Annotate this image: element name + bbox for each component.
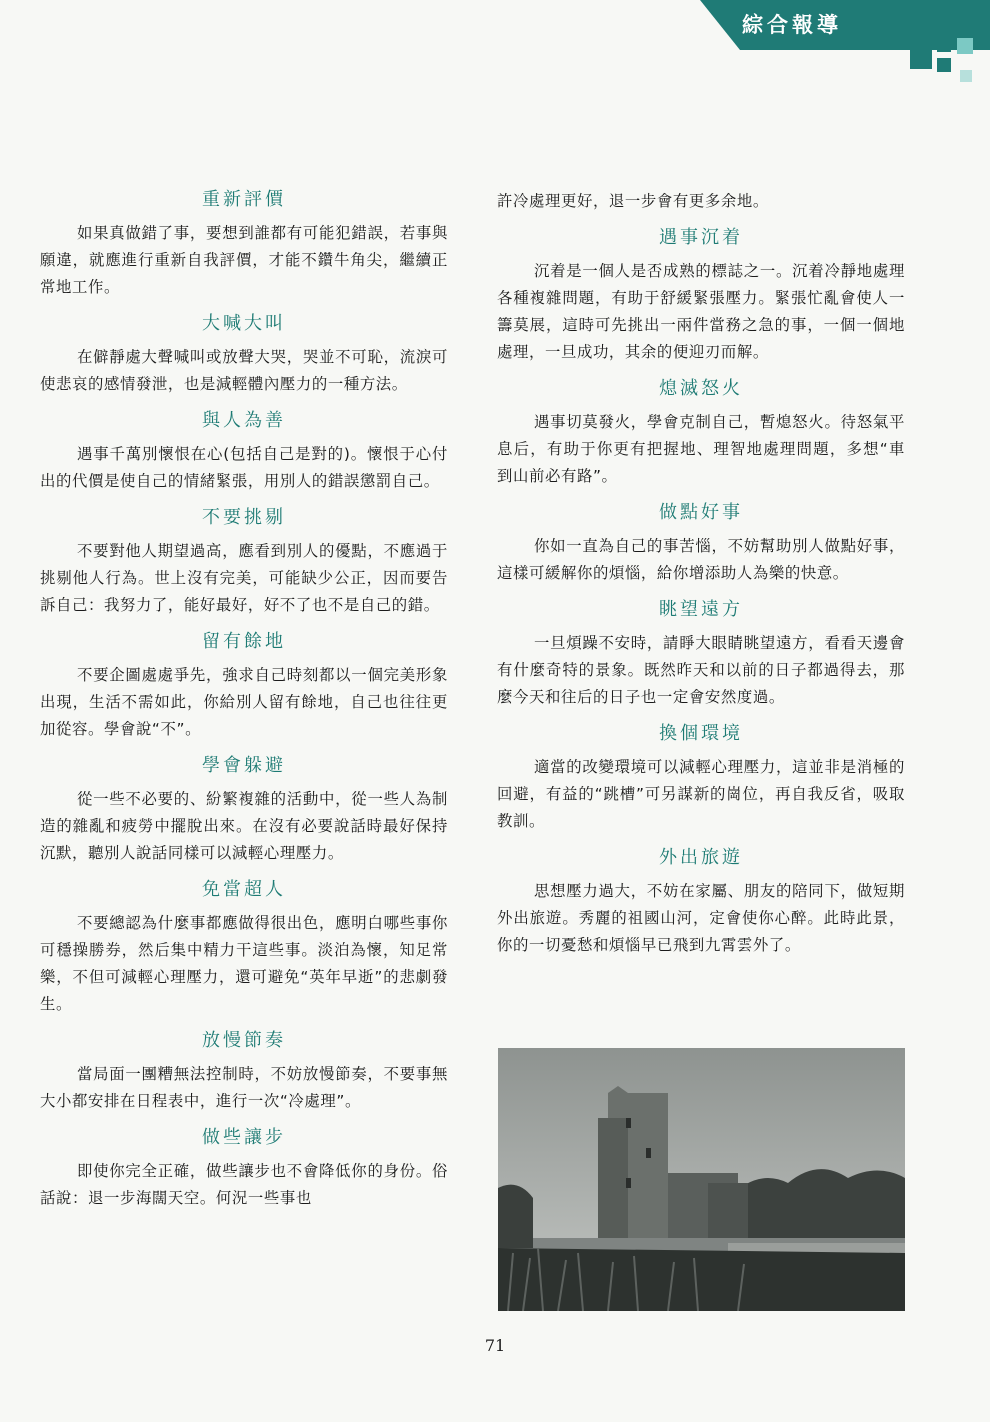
section-title: 外出旅遊	[659, 847, 743, 868]
section-title: 放慢節奏	[202, 1030, 286, 1051]
section-body: 從一些不必要的、紛繁複雜的活動中，從一些人為制造的雜亂和疲勞中擺脫出來。在沒有必要說話時最好保持沉默，聽別人說話同樣可以減輕心理壓力。	[40, 790, 448, 862]
section	[40, 878, 448, 1018]
section	[40, 754, 448, 867]
section-body: 一旦煩躁不安時，請睜大眼睛眺望遠方，看看天邊會有什麼奇特的景象。既然昨天和以前的日子都過得去，那麼今天和往后的日子也一定會安然度過。	[497, 634, 905, 706]
section	[40, 630, 448, 743]
castle-image	[498, 1048, 905, 1311]
section-title: 做點好事	[659, 502, 743, 523]
section-body: 你如一直為自己的事苦惱，不妨幫助別人做點好事，這樣可緩解你的煩惱，給你增添助人為樂的快意。	[497, 537, 905, 582]
section	[497, 377, 905, 490]
section-body: 在僻靜處大聲喊叫或放聲大哭，哭並不可恥，流淚可使悲哀的感情發泄，也是減輕體內壓力的一種方法。	[40, 348, 448, 393]
section-title: 與人為善	[202, 410, 286, 431]
section-label: 綜合報導	[742, 13, 842, 37]
section	[40, 1126, 448, 1212]
section	[40, 312, 448, 398]
section	[497, 598, 905, 711]
section	[497, 501, 905, 587]
section-title: 做些讓步	[202, 1127, 286, 1148]
section-title: 學會躲避	[202, 755, 286, 776]
section-body: 遇事千萬別懷恨在心(包括自己是對的)。懷恨于心付出的代價是使自己的情緒緊張，用別人的錯誤懲罰自己。	[40, 445, 448, 490]
section-body: 沉着是一個人是否成熟的標誌之一。沉着冷靜地處理各種複雜問題，有助于舒緩緊張壓力。緊張忙亂會使人一籌莫展，這時可先挑出一兩件當務之急的事，一個一個地處理，一旦成功，其余的便迎刃而解。	[497, 262, 905, 361]
section	[497, 722, 905, 835]
section-title: 留有餘地	[202, 631, 286, 652]
castle-photo	[498, 1048, 905, 1311]
section-body: 當局面一團糟無法控制時，不妨放慢節奏，不要事無大小都安排在日程表中，進行一次“冷處理”。	[40, 1065, 448, 1110]
section-title: 不要挑剔	[202, 507, 286, 528]
section-body: 不要總認為什麼事都應做得很出色，應明白哪些事你可穩操勝券，然后集中精力干這些事。淡泊為懷，知足常樂，不但可減輕心理壓力，還可避免“英年早逝”的悲劇發生。	[40, 914, 448, 1013]
header-stripe	[905, 20, 990, 23]
page-number: 71	[484, 1336, 506, 1355]
decor-square	[937, 38, 951, 52]
section	[40, 1029, 448, 1115]
header-stripe	[905, 12, 990, 15]
section-body: 適當的改變環境可以減輕心理壓力，這並非是消極的回避，有益的“跳槽”可另謀新的崗位，再自我反省，吸取教訓。	[497, 758, 905, 830]
section-body: 遇事切莫發火，學會克制自己，暫熄怒火。待怒氣平息后，有助于你更有把握地、理智地處理問題，多想“車到山前必有路”。	[497, 413, 905, 485]
decor-square	[937, 58, 951, 72]
right-column	[497, 188, 905, 970]
section	[40, 409, 448, 495]
section-title: 大喊大叫	[202, 313, 286, 334]
section-title: 眺望遠方	[659, 599, 743, 620]
section-title: 遇事沉着	[659, 227, 743, 248]
section-body: 如果真做錯了事，要想到誰都有可能犯錯誤，若事與願違，就應進行重新自我評價，才能不鑽牛角尖，繼續正常地工作。	[40, 224, 448, 296]
decor-square	[957, 38, 973, 54]
section	[497, 226, 905, 366]
section-title: 重新評價	[202, 189, 286, 210]
section-body: 思想壓力過大，不妨在家屬、朋友的陪同下，做短期外出旅遊。秀麗的祖國山河，定會使你心醉。此時此景，你的一切憂愁和煩惱早已飛到九霄雲外了。	[497, 882, 905, 954]
section	[40, 506, 448, 619]
section	[40, 188, 448, 301]
section-title: 熄滅怒火	[659, 378, 743, 399]
ghost-heading	[700, 110, 980, 180]
section	[497, 846, 905, 959]
decor-square	[960, 70, 972, 82]
section-body: 不要企圖處處爭先，強求自己時刻都以一個完美形象出現，生活不需如此，你給別人留有餘地，自己也往往更加從容。學會說“不”。	[40, 666, 448, 738]
section-body: 即使你完全正確，做些讓步也不會降低你的身份。俗話說：退一步海闊天空。何況一些事也	[40, 1162, 448, 1207]
section-body: 不要對他人期望過高，應看到別人的優點，不應過于挑剔他人行為。世上沒有完美，可能缺少公正，因而要告訴自己：我努力了，能好最好，好不了也不是自己的錯。	[40, 542, 448, 614]
section-title: 換個環境	[659, 723, 743, 744]
continued-text: 許冷處理更好，退一步會有更多余地。	[497, 192, 769, 210]
decor-square	[910, 47, 932, 69]
header-stripe	[905, 28, 990, 31]
left-column	[40, 188, 448, 1223]
section-title: 免當超人	[202, 879, 286, 900]
